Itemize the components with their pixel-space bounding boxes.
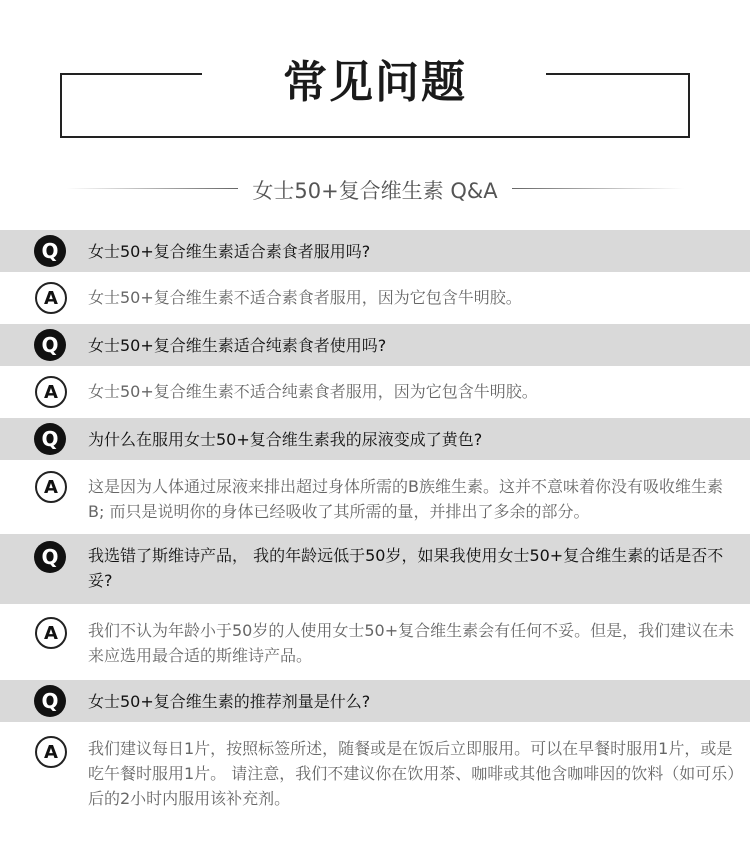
question-badge-icon: Q (34, 235, 66, 267)
faq-question-row (0, 534, 750, 604)
faq-answer-text: 我们不认为年龄小于50岁的人使用女士50+复合维生素会有任何不妥。但是，我们建议在未来应选用最合适的斯维诗产品。 (88, 621, 735, 665)
faq-question-text: 我选错了斯维诗产品， 我的年龄远低于50岁，如果我使用女士50+复合维生素的话是否不妥? (88, 546, 724, 590)
answer-badge-icon: A (35, 736, 67, 768)
faq-question-text: 为什么在服用女士50+复合维生素我的尿液变成了黄色? (88, 430, 483, 449)
answer-badge-icon: A (35, 471, 67, 503)
faq-answer-text: 我们建议每日1片，按照标签所述，随餐或是在饭后立即服用。可以在早餐时服用1片，或是吃午餐时服用1片。 请注意，我们不建议你在饮用茶、咖啡或其他含咖啡因的饮料（如可乐）后的2小时内服用该补充剂。 (88, 739, 736, 808)
faq-answer-text: 女士50+复合维生素不适合素食者服用，因为它包含牛明胶。 (88, 288, 522, 307)
faq-question-row (0, 680, 750, 722)
answer-badge-icon: A (35, 617, 67, 649)
faq-answer-row (0, 604, 750, 680)
faq-answer-row (0, 460, 750, 534)
faq-question-row (0, 418, 750, 460)
faq-question-text: 女士50+复合维生素适合素食者服用吗? (88, 242, 371, 261)
faq-answer-row (0, 366, 750, 418)
faq-question-text: 女士50+复合维生素适合纯素食者使用吗? (88, 336, 387, 355)
section-subtitle: 女士50+复合维生素 Q&A (252, 179, 498, 203)
faq-answer-text: 女士50+复合维生素不适合纯素食者服用，因为它包含牛明胶。 (88, 382, 538, 401)
answer-badge-icon: A (35, 282, 67, 314)
faq-answer-row (0, 722, 750, 853)
faq-question-row (0, 324, 750, 366)
question-badge-icon: Q (34, 541, 66, 573)
question-badge-icon: Q (34, 685, 66, 717)
answer-badge-icon: A (35, 376, 67, 408)
question-badge-icon: Q (34, 423, 66, 455)
page-title: 常见问题 (283, 57, 467, 108)
faq-answer-row (0, 272, 750, 324)
faq-question-row (0, 230, 750, 272)
faq-answer-text: 这是因为人体通过尿液来排出超过身体所需的B族维生素。这并不意味着你没有吸收维生素B; 而只是说明你的身体已经吸收了其所需的量，并排出了多余的部分。 (88, 477, 723, 521)
question-badge-icon: Q (34, 329, 66, 361)
faq-question-text: 女士50+复合维生素的推荐剂量是什么? (88, 692, 371, 711)
